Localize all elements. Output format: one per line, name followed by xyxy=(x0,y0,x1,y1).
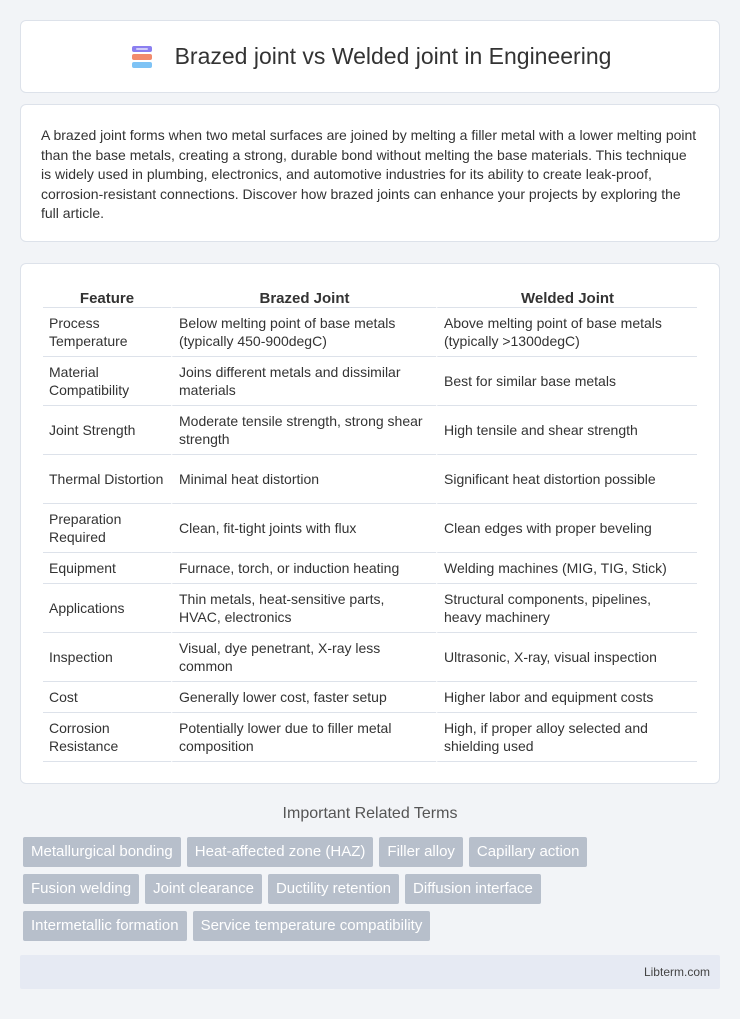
header-card xyxy=(20,20,720,93)
brazed-cell: Moderate tensile strength, strong shear strength xyxy=(171,406,436,455)
header-feature: Feature xyxy=(43,286,171,308)
table-row xyxy=(43,682,697,713)
tag-row xyxy=(23,911,723,941)
table-row xyxy=(43,504,697,553)
related-terms-title: Important Related Terms xyxy=(282,805,458,822)
related-term-tag[interactable]: Filler alloy xyxy=(379,837,463,867)
brazed-cell: Below melting point of base metals (typically 450-900degC) xyxy=(171,308,436,357)
related-term-tag[interactable]: Service temperature compatibility xyxy=(193,911,431,941)
footer xyxy=(20,955,720,989)
welded-cell: Clean edges with proper beveling xyxy=(436,504,697,553)
welded-cell: Significant heat distortion possible xyxy=(436,455,697,504)
feature-cell: Preparation Required xyxy=(43,504,171,553)
brazed-cell: Minimal heat distortion xyxy=(171,455,436,504)
brazed-cell: Joins different metals and dissimilar materials xyxy=(171,357,436,406)
brazed-cell: Furnace, torch, or induction heating xyxy=(171,553,436,584)
welded-cell: Structural components, pipelines, heavy machinery xyxy=(436,584,697,633)
table-row xyxy=(43,713,697,762)
welded-cell: Above melting point of base metals (typically >1300degC) xyxy=(436,308,697,357)
table-row xyxy=(43,553,697,584)
table-row xyxy=(43,633,697,682)
feature-cell: Cost xyxy=(43,682,171,713)
feature-cell: Thermal Distortion xyxy=(43,455,171,504)
brazed-cell: Thin metals, heat-sensitive parts, HVAC, electronics xyxy=(171,584,436,633)
brazed-cell: Clean, fit-tight joints with flux xyxy=(171,504,436,553)
document-stack-icon xyxy=(129,44,155,70)
related-term-tag[interactable]: Intermetallic formation xyxy=(23,911,187,941)
related-term-tag[interactable]: Heat-affected zone (HAZ) xyxy=(187,837,374,867)
table-row xyxy=(43,584,697,633)
welded-cell: High tensile and shear strength xyxy=(436,406,697,455)
page-title: Brazed joint vs Welded joint in Engineering xyxy=(174,43,612,69)
footer-site-link[interactable]: Libterm.com xyxy=(643,965,710,979)
brazed-cell: Potentially lower due to filler metal composition xyxy=(171,713,436,762)
tag-row xyxy=(23,874,723,904)
feature-cell: Process Temperature xyxy=(43,308,171,357)
related-term-tag[interactable]: Joint clearance xyxy=(145,874,262,904)
tag-row xyxy=(23,837,723,867)
comparison-table xyxy=(43,286,697,762)
feature-cell: Equipment xyxy=(43,553,171,584)
header-welded: Welded Joint xyxy=(436,286,697,308)
feature-cell: Material Compatibility xyxy=(43,357,171,406)
welded-cell: Best for similar base metals xyxy=(436,357,697,406)
feature-cell: Applications xyxy=(43,584,171,633)
table-row xyxy=(43,308,697,357)
table-row xyxy=(43,357,697,406)
related-term-tag[interactable]: Capillary action xyxy=(469,837,588,867)
header-brazed: Brazed Joint xyxy=(171,286,436,308)
related-term-tag[interactable]: Diffusion interface xyxy=(405,874,541,904)
intro-text: A brazed joint forms when two metal surfaces are joined by melting a filler metal with a lower melting point than the base metals, creating a strong, durable bond without melting the base materials. This technique is widely used in plumbing, electronics, and automotive industries for its ability to create leak-proof, corrosion-resistant connections. Discover how brazed joints can enhance your projects by exploring the full article. xyxy=(41,127,697,221)
brazed-cell: Visual, dye penetrant, X-ray less common xyxy=(171,633,436,682)
welded-cell: Welding machines (MIG, TIG, Stick) xyxy=(436,553,697,584)
intro-card xyxy=(20,104,720,242)
comparison-table-card xyxy=(20,263,720,784)
related-term-tag[interactable]: Metallurgical bonding xyxy=(23,837,181,867)
table-row xyxy=(43,406,697,455)
feature-cell: Joint Strength xyxy=(43,406,171,455)
table-row xyxy=(43,455,697,504)
related-term-tag[interactable]: Ductility retention xyxy=(268,874,399,904)
related-terms-list xyxy=(23,837,723,948)
feature-cell: Corrosion Resistance xyxy=(43,713,171,762)
feature-cell: Inspection xyxy=(43,633,171,682)
welded-cell: Higher labor and equipment costs xyxy=(436,682,697,713)
table-header-row xyxy=(43,286,697,308)
welded-cell: Ultrasonic, X-ray, visual inspection xyxy=(436,633,697,682)
brazed-cell: Generally lower cost, faster setup xyxy=(171,682,436,713)
welded-cell: High, if proper alloy selected and shielding used xyxy=(436,713,697,762)
related-term-tag[interactable]: Fusion welding xyxy=(23,874,139,904)
